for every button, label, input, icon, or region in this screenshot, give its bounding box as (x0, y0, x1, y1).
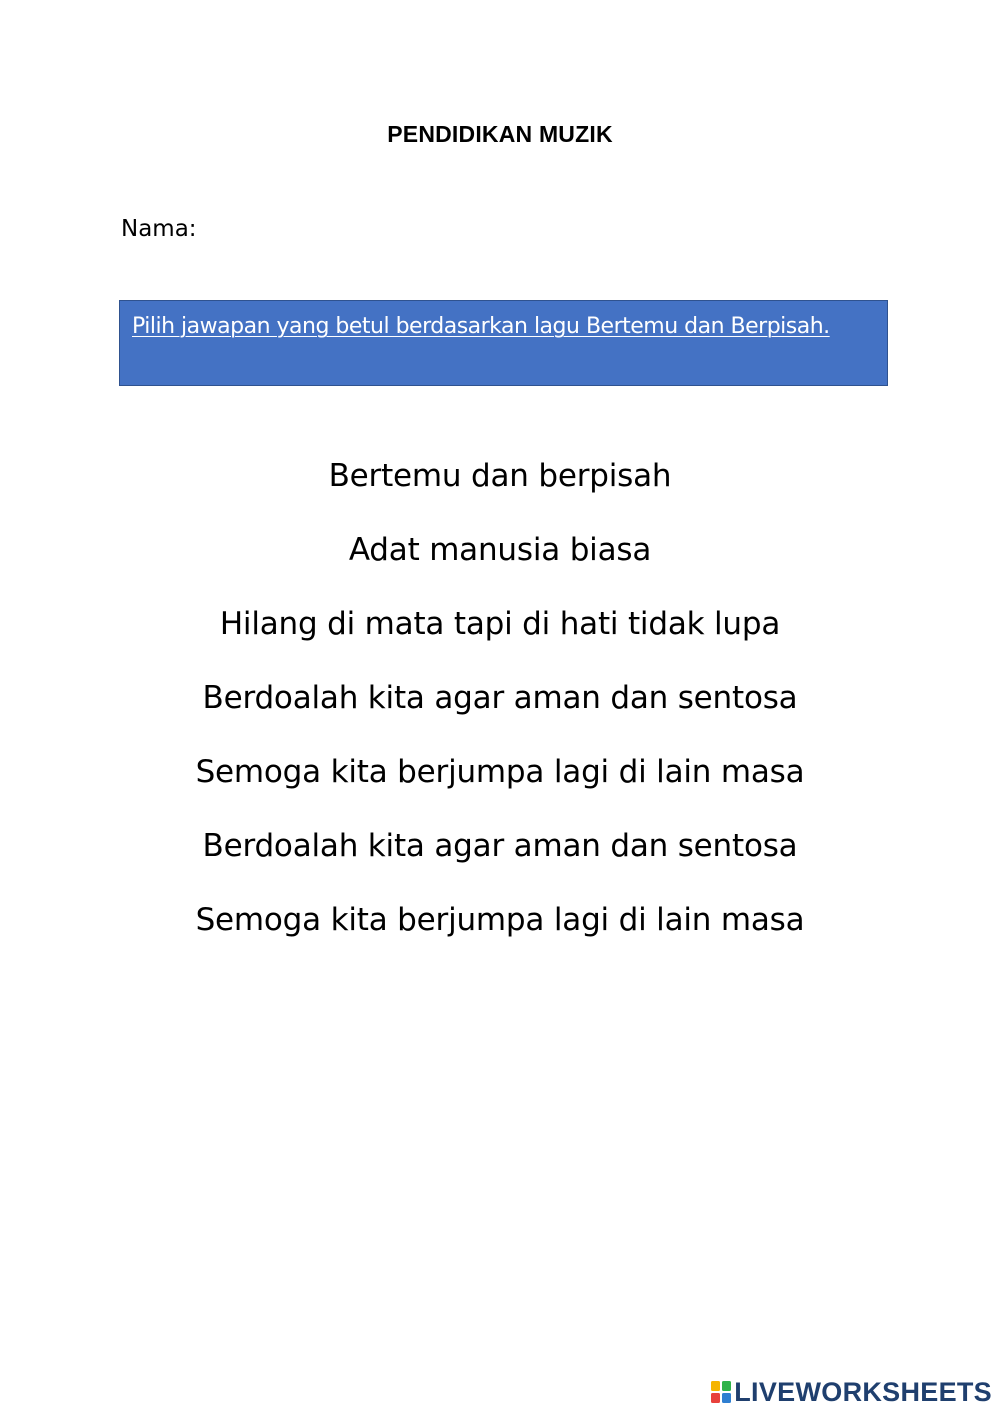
worksheet-title: PENDIDIKAN MUZIK (387, 121, 613, 147)
instruction-text: Pilih jawapan yang betul berdasarkan lagu Bertemu dan Berpisah. (132, 314, 830, 339)
lyric-line: Berdoalah kita agar aman dan sentosa (202, 680, 798, 716)
lyric-line: Adat manusia biasa (348, 532, 652, 568)
liveworksheets-logo (710, 1377, 992, 1407)
liveworksheets-logo-icon (710, 1380, 732, 1404)
lyric-line: Bertemu dan berpisah (328, 458, 672, 494)
lyric-line: Hilang di mata tapi di hati tidak lupa (219, 606, 781, 642)
lyric-line: Berdoalah kita agar aman dan sentosa (202, 828, 798, 864)
lyric-line: Semoga kita berjumpa lagi di lain masa (195, 754, 805, 790)
name-label: Nama: (121, 216, 197, 242)
liveworksheets-logo-text: LIVEWORKSHEETS (734, 1376, 992, 1407)
lyrics-list (0, 455, 1000, 973)
lyric-line: Semoga kita berjumpa lagi di lain masa (195, 902, 805, 938)
instruction-box (119, 300, 888, 386)
